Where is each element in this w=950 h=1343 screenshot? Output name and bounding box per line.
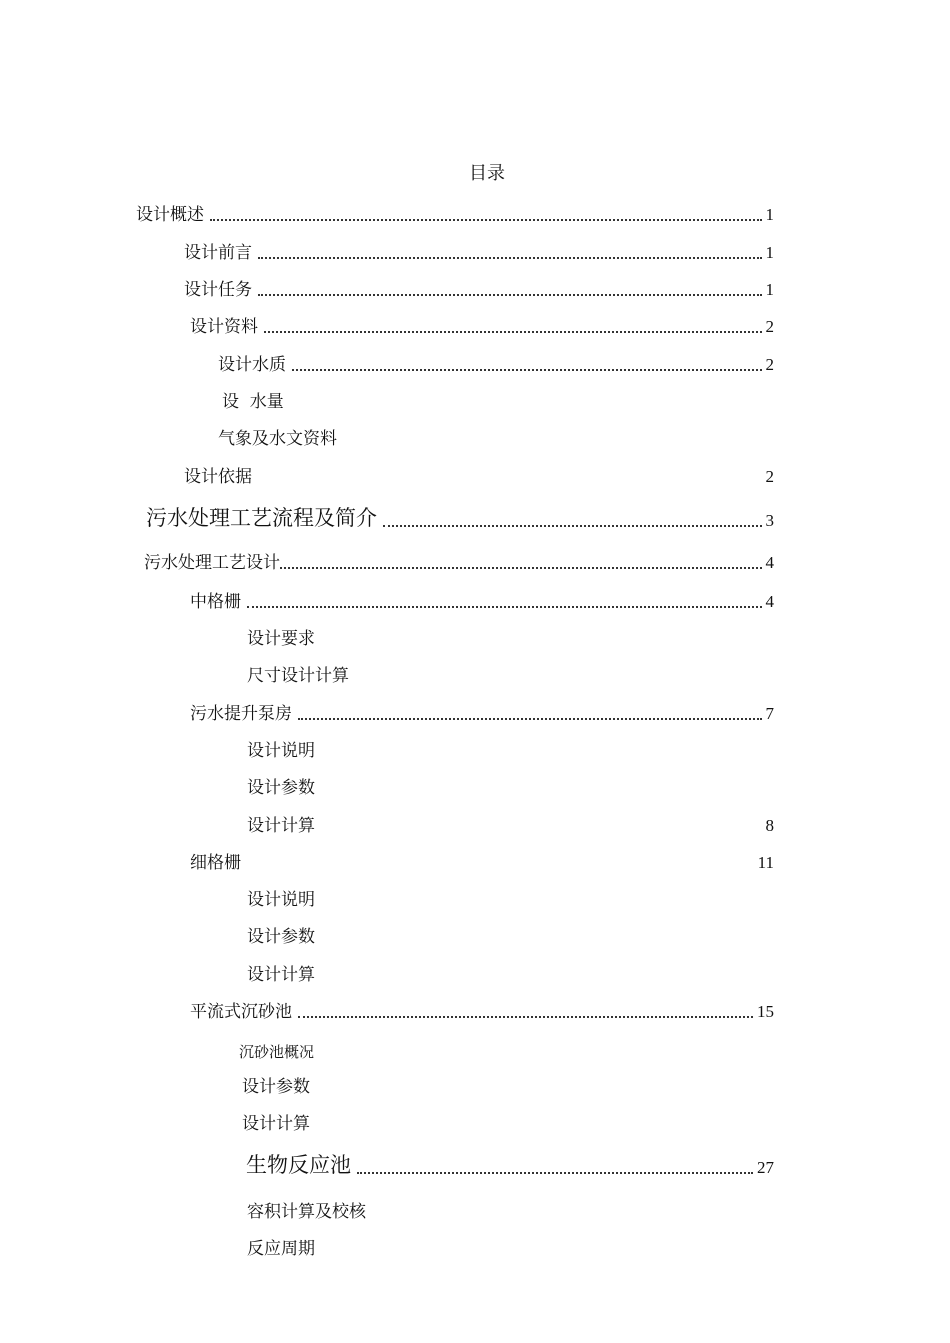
toc-entry-label: 设计任务: [184, 280, 252, 300]
toc-entry-label: 设计前言: [184, 243, 252, 263]
toc-entry-label: 设计依据: [184, 467, 252, 487]
dot-leader: [258, 257, 762, 259]
dot-leader: [292, 369, 762, 371]
toc-entry-label: 设计资料: [190, 317, 258, 337]
toc-entry[interactable]: [190, 312, 774, 338]
toc-entry[interactable]: [190, 997, 774, 1023]
toc-entry[interactable]: [247, 885, 447, 911]
toc-title: 目录: [469, 163, 505, 184]
toc-entry[interactable]: [247, 1197, 467, 1223]
toc-page-number: 11: [757, 853, 774, 872]
toc-entry[interactable]: [247, 960, 447, 986]
toc-entry[interactable]: [247, 1234, 447, 1260]
toc-entry[interactable]: [222, 387, 422, 413]
toc-entry-label: 设计参数: [247, 778, 315, 798]
toc-entry[interactable]: [184, 275, 774, 301]
toc-page-number: 1: [765, 280, 774, 299]
toc-page-number: 4: [765, 553, 774, 572]
toc-entry-label: 污水处理工艺设计: [144, 553, 280, 573]
toc-entry-label: 设计说明: [247, 741, 315, 761]
toc-page-number: 2: [765, 317, 774, 336]
toc-entry[interactable]: [190, 848, 774, 874]
toc-entry[interactable]: [246, 1147, 774, 1179]
toc-entry[interactable]: [190, 699, 774, 725]
toc-entry-label: 中格栅: [190, 592, 241, 612]
dot-leader: [357, 1172, 753, 1174]
toc-page-number: 1: [765, 243, 774, 262]
toc-entry[interactable]: [218, 350, 774, 376]
toc-entry[interactable]: [190, 587, 774, 613]
toc-entry-label: 设计参数: [247, 927, 315, 947]
toc-page-number: 7: [765, 704, 774, 723]
toc-entry-label: 设计水质: [218, 355, 286, 375]
toc-entry[interactable]: [218, 424, 418, 450]
toc-entry[interactable]: [242, 1072, 442, 1098]
toc-entry-label: 平流式沉砂池: [190, 1002, 292, 1022]
toc-page-number: 8: [765, 816, 774, 835]
dot-leader: [298, 718, 762, 720]
toc-entry[interactable]: [146, 500, 774, 532]
toc-entry-label: 容积计算及校核: [247, 1202, 366, 1222]
toc-entry[interactable]: [247, 922, 447, 948]
toc-entry-label: 设计概述: [136, 205, 204, 225]
toc-entry-label: 设计计算: [242, 1114, 310, 1134]
dot-leader: [210, 219, 762, 221]
toc-entry-label: 设计说明: [247, 890, 315, 910]
toc-entry[interactable]: [247, 773, 447, 799]
toc-page-number: 2: [765, 355, 774, 374]
toc-page-number: 3: [765, 511, 774, 530]
dot-leader: [264, 331, 762, 333]
toc-entry[interactable]: [247, 661, 447, 687]
toc-entry-label: 污水处理工艺流程及简介: [146, 506, 377, 530]
toc-entry[interactable]: [247, 624, 447, 650]
toc-entry-label: 尺寸设计计算: [247, 666, 349, 686]
toc-entry-label: 反应周期: [247, 1239, 315, 1259]
toc-page-number: 4: [765, 592, 774, 611]
toc-entry-label: 设计要求: [247, 629, 315, 649]
dot-leader: [298, 1016, 753, 1018]
toc-entry[interactable]: [242, 1109, 442, 1135]
toc-entry-label: 设计参数: [242, 1077, 310, 1097]
toc-entry[interactable]: [144, 548, 774, 574]
dot-leader: [383, 525, 762, 527]
toc-entry[interactable]: [247, 811, 774, 837]
toc-page-number: 2: [765, 467, 774, 486]
toc-entry-label: 设计计算: [247, 816, 315, 836]
toc-entry-label: 设计计算: [247, 965, 315, 985]
dot-leader: [258, 294, 762, 296]
toc-page-number: 15: [757, 1002, 774, 1021]
toc-entry-label: 沉砂池概况: [239, 1043, 315, 1061]
toc-entry-label: 污水提升泵房: [190, 704, 292, 724]
toc-page-number: 1: [765, 205, 774, 224]
dot-leader: [280, 567, 762, 569]
toc-page-number: 27: [757, 1158, 774, 1177]
toc-entry-label: 气象及水文资料: [218, 429, 337, 449]
toc-entry-label: 细格栅: [190, 853, 241, 873]
toc-entry[interactable]: [136, 200, 774, 226]
toc-entry-label: 设 水量: [222, 392, 284, 412]
toc-entry[interactable]: [247, 736, 447, 762]
toc-entry[interactable]: [239, 1037, 439, 1063]
toc-entry[interactable]: [184, 462, 774, 488]
toc-entry[interactable]: [184, 238, 774, 264]
dot-leader: [247, 606, 762, 608]
toc-entry-label: 生物反应池: [246, 1153, 351, 1177]
